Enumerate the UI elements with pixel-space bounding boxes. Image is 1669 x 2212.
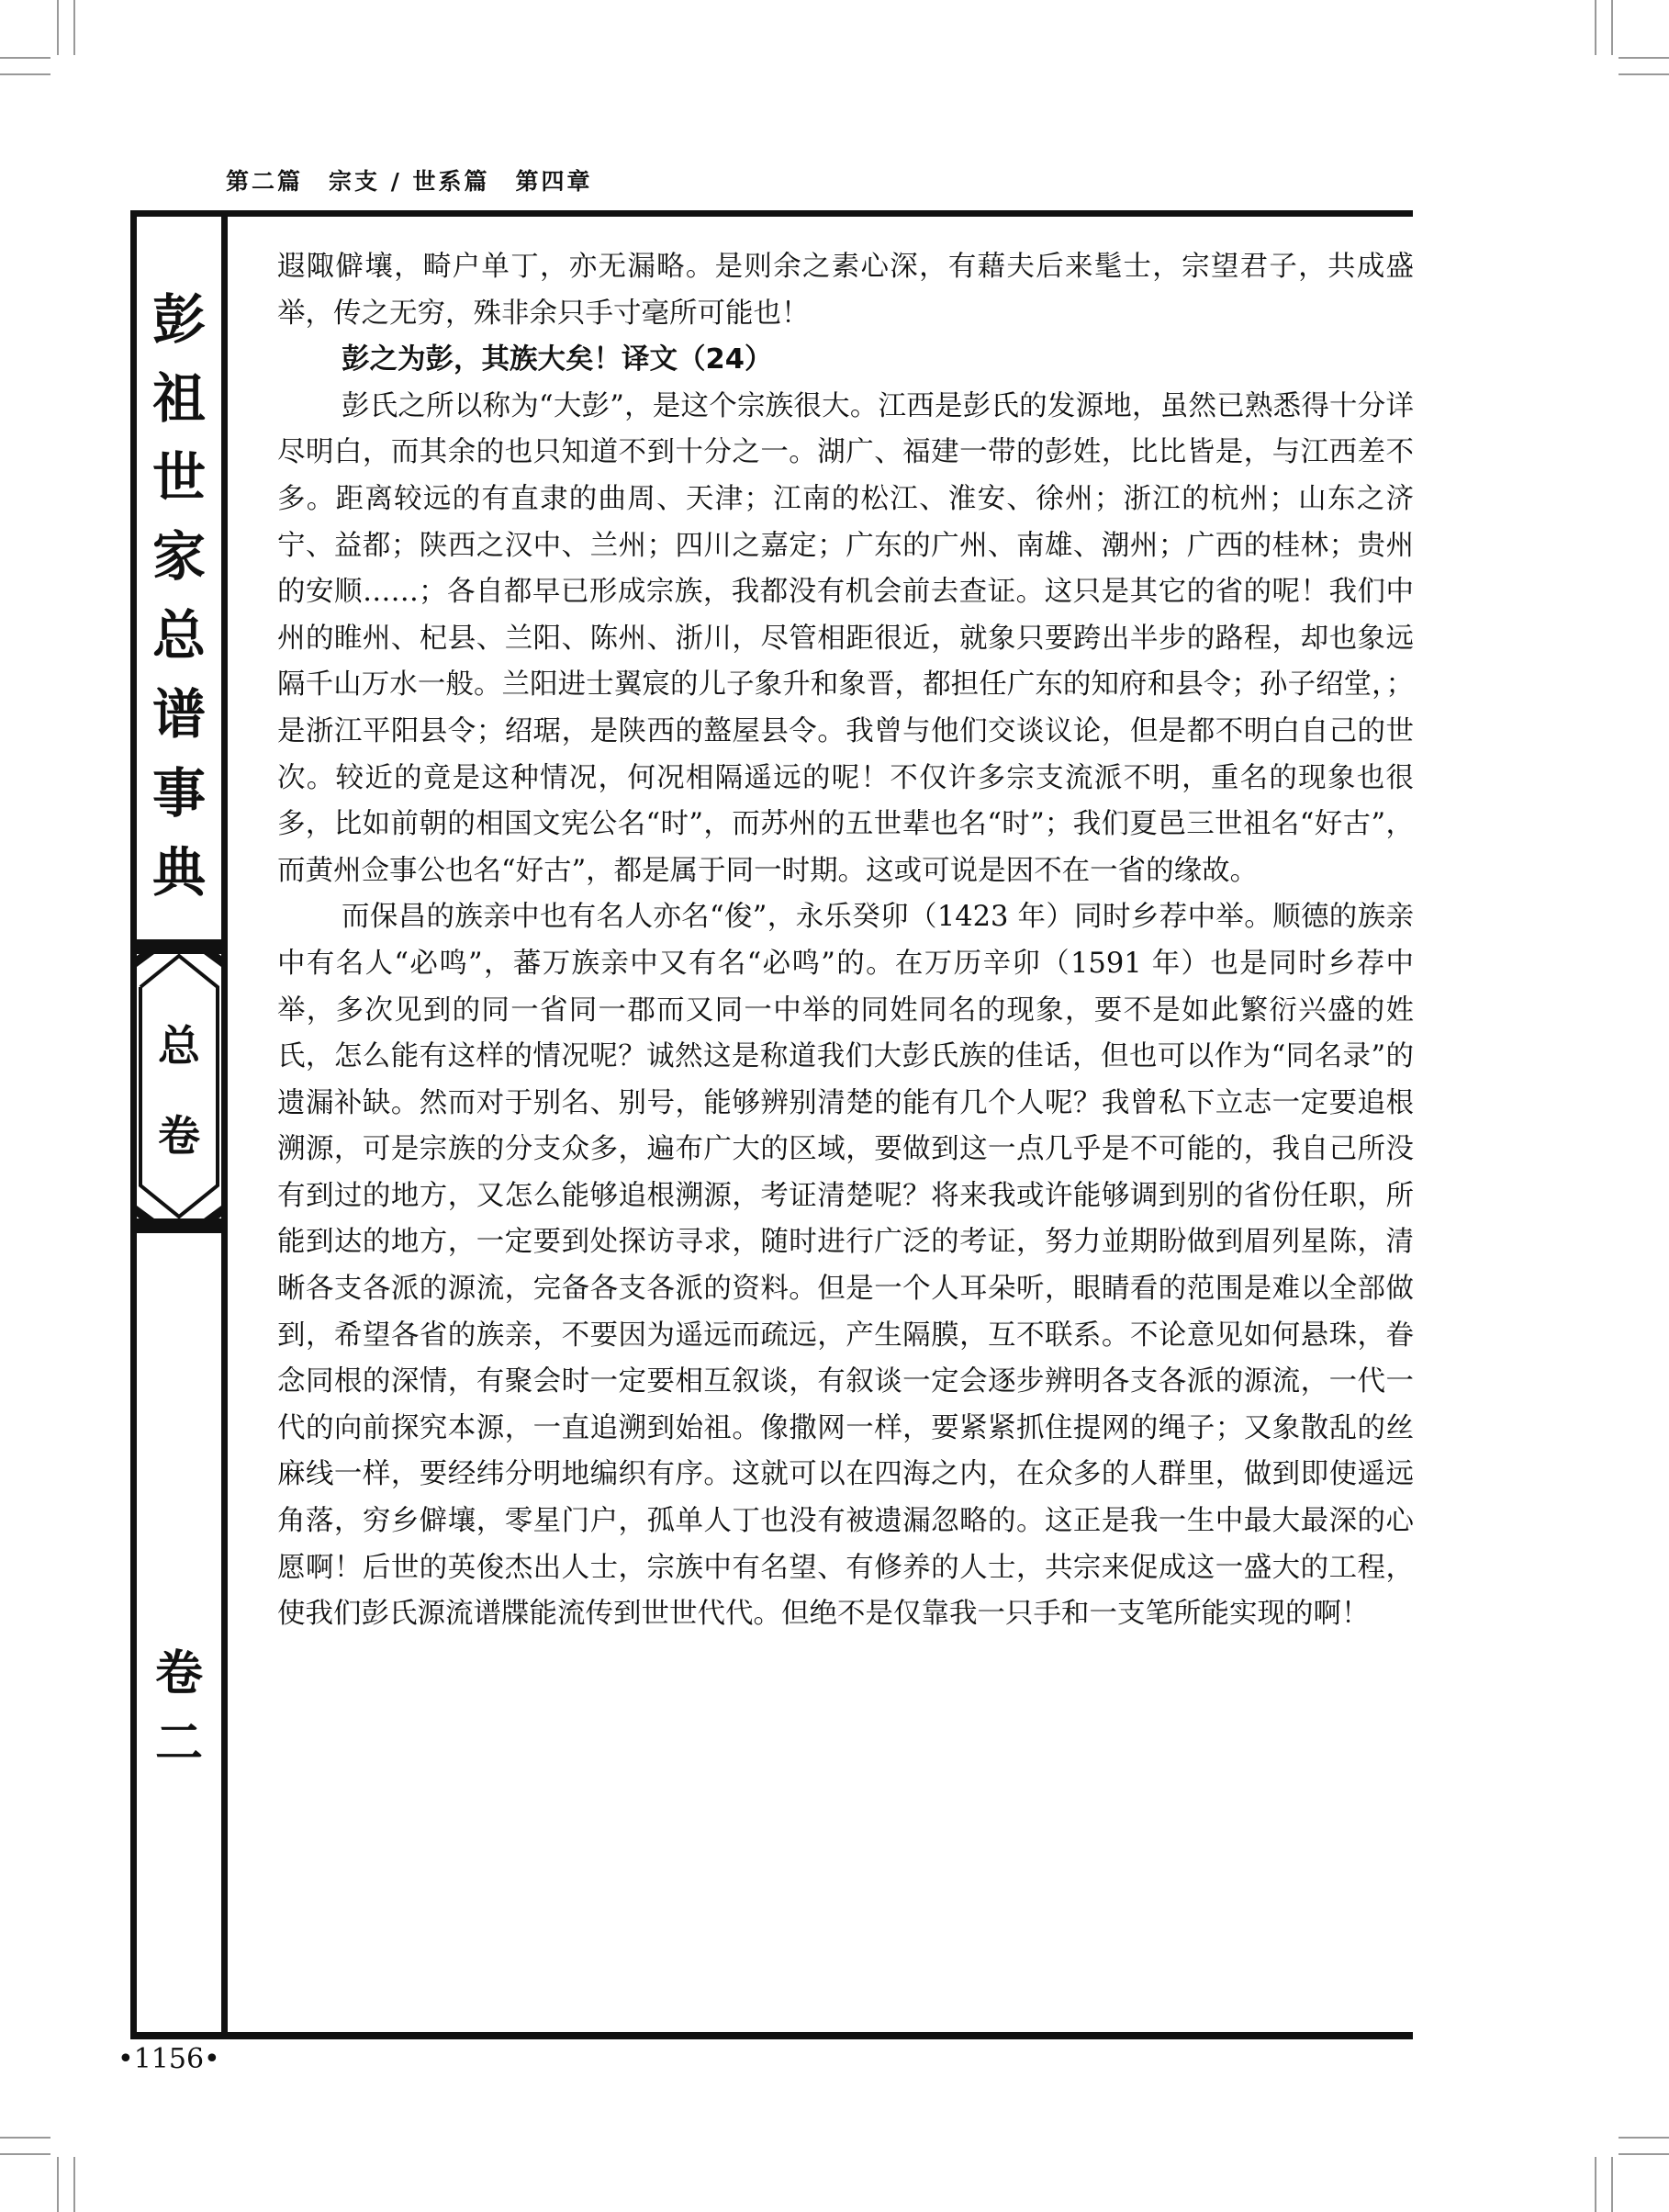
- book-title-char: 典: [151, 841, 206, 904]
- sidebar-outer-rule: [130, 210, 137, 2039]
- book-title-char: 事: [151, 762, 206, 825]
- crop-mark: [57, 0, 59, 55]
- paragraph: 而保昌的族亲中也有名人亦名“俊”，永乐癸卯（1423 年）同时乡荐中举。顺德的族亲中有名人“必鸣”，蕃万族亲中又有名“必鸣”的。在万历辛卯（1591 年）也是同时乡荐中举，多次见到的同一省同一郡而又同一中举的同姓同名的现象，要不是如此繁衍兴盛的姓氏，怎么能有这样的情况呢？诚然这是称道我们大彭氏族的佳话，但也可以作为“同名录”的遗漏补缺。然而对于别名、别号，能够辨别清楚的能有几个人呢？我曾私下立志一定要追根溯源，可是宗族的分支众多，遍布广大的区域，要做到这一点几乎是不可能的，我自己所没有到过的地方，又怎么能够追根溯源，考证清楚呢？将来我或许能够调到别的省份任职，所能到达的地方，一定要到处探访寻求，随时进行广泛的考证，努力並期盼做到眉列星陈，清晰各支各派的源流，完备各支各派的资料。但是一个人耳朵听，眼睛看的范围是难以全部做到，希望各省的族亲，不要因为遥远而疏远，产生隔膜，互不联系。不论意见如何悬珠，眷念同根的深情，有聚会时一定要相互叙谈，有叙谈一定会逐步辨明各支各派的源流，一代一代的向前探究本源，一直追溯到始祖。像撒网一样，要紧紧抓住提网的绳子；又象散乱的丝麻线一样，要经纬分明地编织有序。这就可以在四海之内，在众多的人群里，做到即使遥远角落，穷乡僻壤，零星门户，孤单人丁也没有被遗漏忽略的。这正是我一生中最大最深的心愿啊！后世的英俊杰出人士，宗族中有名望、有修养的人士，共宗来促成这一盛大的工程，使我们彭氏源流谱牒能流传到世世代代。但绝不是仅靠我一只手和一支笔所能实现的啊！: [277, 901, 1414, 1631]
- bottom-rule: [130, 2032, 1413, 2039]
- book-title-char: 总: [151, 604, 206, 667]
- crop-mark: [0, 73, 50, 75]
- volume-number-char: 卷: [154, 1646, 203, 1701]
- crop-mark: [1619, 2153, 1669, 2155]
- crop-mark: [0, 57, 50, 59]
- top-rule: [130, 210, 1413, 217]
- crop-mark: [73, 2157, 75, 2212]
- crop-mark: [73, 0, 75, 55]
- volume-number-label: [140, 1639, 218, 1779]
- crop-mark: [1619, 57, 1669, 59]
- crop-mark: [1619, 2137, 1669, 2139]
- page-number: •1156•: [118, 2043, 220, 2075]
- crop-mark: [57, 2157, 59, 2212]
- body-text: [277, 244, 1414, 1638]
- book-title-vertical: [140, 280, 218, 912]
- volume-general-char: 卷: [158, 1111, 200, 1161]
- crop-mark: [1611, 0, 1613, 55]
- volume-general-label: [140, 1019, 218, 1162]
- running-header: 第二篇 宗支 / 世系篇 第四章: [226, 168, 593, 195]
- crop-mark: [1619, 73, 1669, 75]
- crop-mark: [1595, 2157, 1596, 2212]
- volume-general-char: 总: [158, 1021, 200, 1071]
- crop-mark: [0, 2153, 50, 2155]
- continuation-paragraph: 遐陬僻壤，畸户单丁，亦无漏略。是则余之素心深，有藉夫后来髦士，宗望君子，共成盛举，传之无穷，殊非余只手寸毫所可能也！: [277, 251, 1414, 330]
- crop-mark: [1611, 2157, 1613, 2212]
- book-title-char: 谱: [151, 683, 206, 746]
- crop-mark: [0, 2137, 50, 2139]
- section-subheading: 彭之为彭，其族大矣！译文（24）: [342, 343, 773, 376]
- sidebar-inner-rule: [221, 210, 228, 2039]
- book-title-char: 家: [151, 525, 206, 588]
- volume-number-char: 二: [154, 1716, 203, 1771]
- paragraph: 彭氏之所以称为“大彭”，是这个宗族很大。江西是彭氏的发源地，虽然已熟悉得十分详尽明白，而其余的也只知道不到十分之一。湖广、福建一带的彭姓，比比皆是，与江西差不多。距离较远的有直隶的曲周、天津；江南的松江、淮安、徐州；浙江的杭州；山东之济宁、益都；陕西之汉中、兰州；四川之嘉定；广东的广州、南雄、潮州；广西的桂林；贵州的安顺……；各自都早已形成宗族，我都没有机会前去查证。这只是其它的省的呢！我们中州的睢州、杞县、兰阳、陈州、浙川，尽管相距很近，就象只要跨出半步的路程，却也象远隔千山万水一般。兰阳进士翼宸的儿子象升和象晋，都担任广东的知府和县令；孙子绍堂，；是浙江平阳县令；绍琚，是陕西的盩屋县令。我曾与他们交谈议论，但是都不明白自己的世次。较近的竟是这种情况，何况相隔遥远的呢！不仅许多宗支流派不明，重名的现象也很多，比如前朝的相国文宪公名“时”，而苏州的五世辈也名“时”；我们夏邑三世祖名“好古”，而黄州佥事公也名“好古”，都是属于同一时期。这或可说是因不在一省的缘故。: [277, 389, 1414, 887]
- book-title-char: 彭: [151, 288, 206, 351]
- book-title-char: 祖: [151, 367, 206, 430]
- book-title-char: 世: [151, 446, 206, 509]
- crop-mark: [1595, 0, 1596, 55]
